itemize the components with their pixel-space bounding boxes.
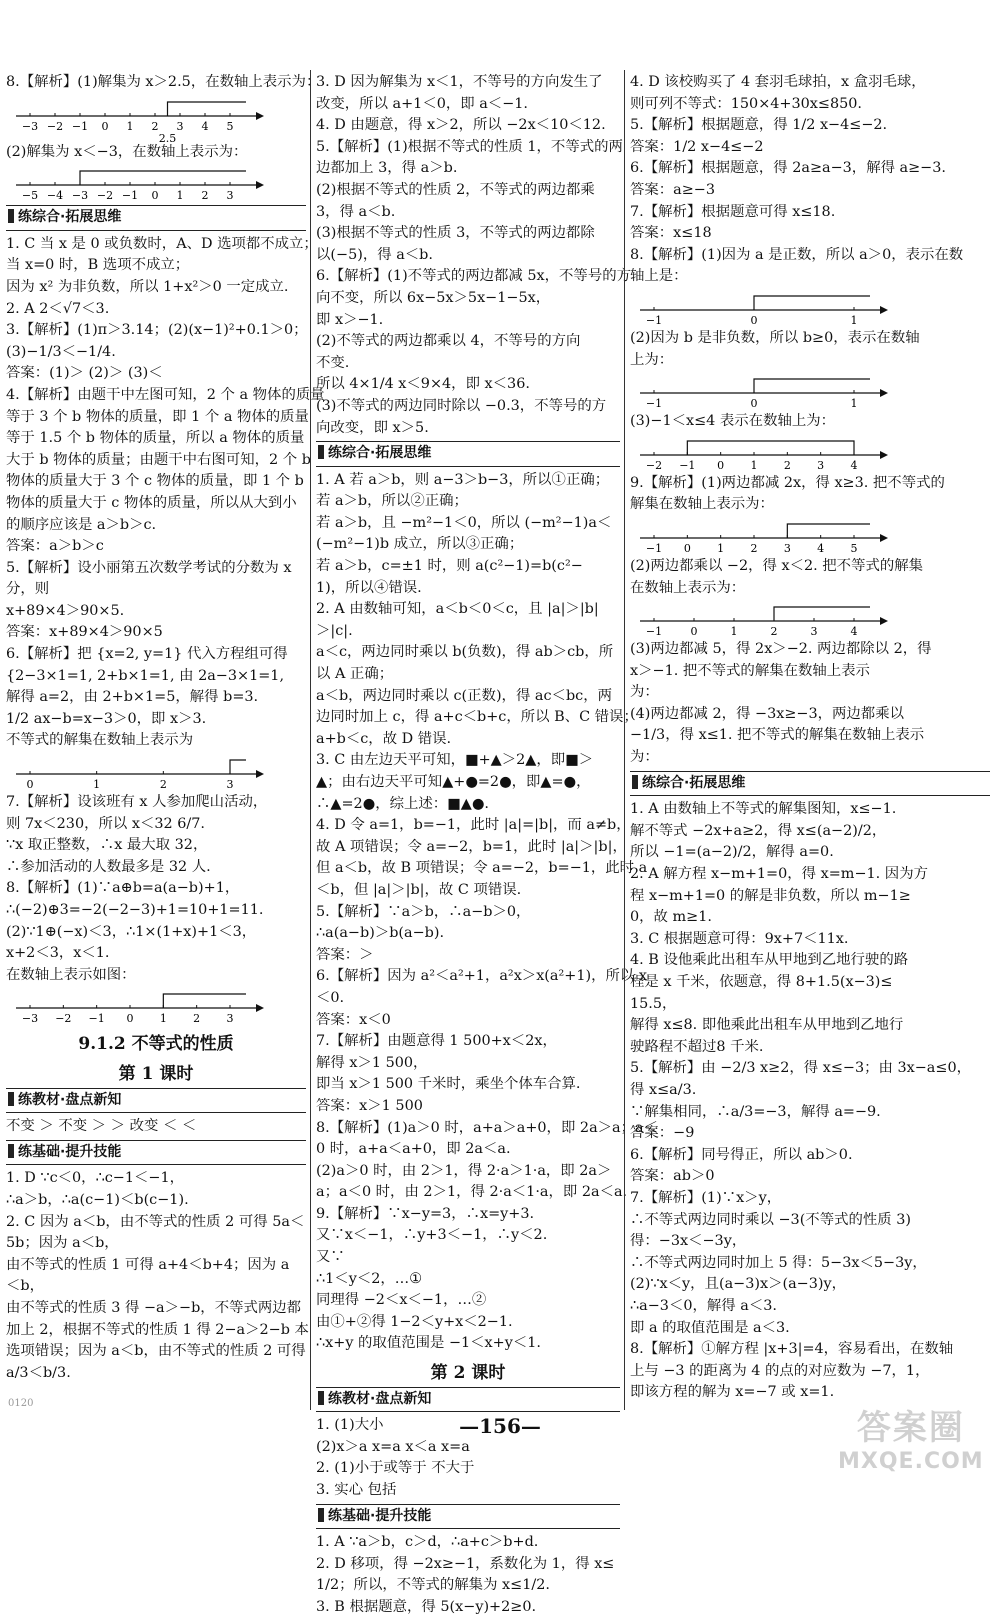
number-line-arrow — [880, 617, 888, 625]
answer-line: 1. A 若 a＞b，则 a−3＞b−3，所以①正确； — [316, 471, 610, 488]
answer-line: (−m²−1)b 成立，所以③正确； — [316, 536, 524, 553]
answer-line: 1. (1)大小 — [316, 1417, 384, 1434]
answer-line: 即当 x＞1 500 千米时，乘坐个体车合算. — [316, 1076, 581, 1093]
answer-line: 1/2；所以，不等式的解集为 x≤1/2. — [316, 1577, 550, 1594]
number-line-label: 2 — [193, 1012, 201, 1026]
number-line-label: 0 — [717, 458, 725, 472]
answer-line: ＜b，但 |a|＞|b|，故 C 项错误. — [316, 881, 522, 898]
answer-line: 6.【解析】根据题意，得 2a≥a−3，解得 a≥−3. — [630, 160, 946, 177]
answer-line: 3.【解析】(1)π＞3.14；(2)(x−1)²+0.1＞0； — [6, 322, 308, 339]
number-line — [6, 163, 306, 203]
answer-line: (4)两边都减 2，得 −3x≥−3，两边都乘以 — [630, 705, 904, 722]
answer-line: {2−3×1=1, 2+b×1=1, 由 2a−3×1=1, — [6, 667, 285, 684]
answer-line: ∴(−2)⊕3=−2(−2−3)+1=10+1=11. — [6, 902, 264, 918]
answer-line: 7.【解析】(1)∵x＞y， — [630, 1189, 782, 1206]
section-header: 练基础·提升技能 — [6, 1140, 306, 1166]
answer-line: 答案：ab＞0 — [630, 1168, 715, 1185]
answer-line: 6.【解析】同号得正，所以 ab＞0. — [630, 1146, 853, 1163]
answer-line: 5.【解析】(1)根据不等式的性质 1，不等式的两 — [316, 138, 623, 155]
number-line-label: 4 — [201, 119, 209, 133]
number-line-label: 3 — [783, 541, 791, 555]
answer-line: 8.【解析】①解方程 |x+3|=4，容易看出，在数轴 — [630, 1341, 954, 1358]
answer-line: 4. D 由题意，得 x＞2，所以 −2x＜10＜12. — [316, 117, 606, 134]
answer-line: 所以 4×1/4 x＜9×4，即 x＜36. — [316, 376, 530, 393]
answer-line: 3，得 a＜b. — [316, 203, 396, 220]
number-line-label: −1 — [88, 1012, 105, 1026]
answer-line: 由不等式的性质 1 可得 a+4＜b+4；因为 a — [6, 1256, 290, 1273]
number-line-label: 1 — [126, 119, 134, 133]
number-line-arrow — [256, 770, 264, 778]
answer-line: 7.【解析】由题意得 1 500+x＜2x， — [316, 1033, 557, 1050]
answer-line: x＞−1. 把不等式的解集在数轴上表示 — [630, 662, 870, 679]
answer-line: 又∵ — [316, 1249, 345, 1266]
number-line-label: 0 — [690, 625, 698, 639]
answer-line: 6.【解析】因为 a²＜a²+1，a²x＞x(a²+1)，所以 x — [316, 968, 647, 985]
number-line-label: 0 — [683, 541, 691, 555]
answer-line: 8.【解析】(1)因为 a 是正数，所以 a＞0，表示在数 — [630, 246, 964, 263]
answer-line: (2)因为 b 是非负数，所以 b≥0，表示在数轴 — [630, 329, 920, 346]
number-line-label: 4 — [850, 625, 858, 639]
number-line-label: −2 — [645, 458, 663, 472]
answer-line: a＜c，两边同时乘以 b(负数)，得 ab＞cb，所 — [316, 644, 614, 661]
section-header: 练基础·提升技能 — [316, 1504, 620, 1530]
answer-line: 3. B 根据题意，得 5(x−y)+2≥0. — [316, 1598, 537, 1615]
answer-line: 边都加上 3，得 a＞b. — [316, 160, 458, 177]
answer-line: 2. A 解方程 x−m+1=0，得 x=m−1. 因为方 — [630, 866, 928, 883]
number-line-arrow — [256, 181, 264, 189]
number-line-label: 3 — [226, 1012, 234, 1026]
section-header: 练教材·盘点新知 — [316, 1387, 620, 1413]
answer-line: (3)−1/3＜−1/4. — [6, 343, 116, 360]
answer-line: 4. D 令 a=1，b=−1，此时 |a|=|b|，而 a≠b， — [316, 817, 631, 834]
number-line-svg — [6, 752, 276, 792]
answer-line: 答案：＞ — [316, 946, 374, 963]
answer-line: 解得 x≤8. 即他乘此出租车从甲地到乙地行 — [630, 1017, 904, 1034]
answer-line: −1/3，得 x≤1. 把不等式的解集在数轴上表示 — [630, 727, 925, 744]
answer-line: 在数轴上表示为： — [630, 579, 746, 596]
number-line-label: 3 — [176, 119, 184, 133]
page-number: —156— — [459, 1414, 541, 1438]
answer-line: 8.【解析】(1)a＞0 时，a+a＞a+0，即 2a＞a；a＜ — [316, 1119, 658, 1136]
answer-line: 则可列不等式：150×4+30x≤850. — [630, 95, 863, 112]
number-line-label: −1 — [645, 541, 663, 555]
answer-line: 但 a＜b，故 B 项错误；令 a=−2，b=−1，此时 a — [316, 860, 648, 877]
number-line-label: 4 — [817, 541, 825, 555]
number-line-svg — [6, 94, 276, 145]
number-line — [630, 599, 990, 639]
answer-line: 2. (1)小于或等于 不大于 — [316, 1460, 475, 1477]
answer-line: 所以 −1=(a−2)/2，解得 a=0. — [630, 844, 834, 861]
answer-line: 的顺序应该是 a＞b＞c. — [6, 516, 157, 533]
answer-line: 向改变，即 x＞5. — [316, 419, 429, 436]
solution-bracket — [230, 760, 246, 774]
answer-line: 若 a＞b，c=±1 时，则 a(c²−1)=b(c²− — [316, 558, 583, 575]
answer-line: 9.【解析】∵x−y=3，∴x=y+3. — [316, 1205, 535, 1222]
number-line — [630, 371, 990, 411]
answer-line: 驶路程不超过8 千米. — [630, 1038, 764, 1055]
solution-bracket — [754, 296, 870, 310]
number-line-label: 1 — [730, 625, 738, 639]
answer-line: 等于 1.5 个 b 物体的质量，所以 a 物体的质量 — [6, 430, 305, 447]
number-line-label: 2 — [750, 541, 758, 555]
section-header: 练综合·拓展思维 — [630, 771, 990, 797]
answer-line: 3. D 因为解集为 x＜1，不等号的方向发生了 — [316, 74, 603, 90]
answer-line: 分，则 — [6, 581, 50, 598]
answer-line: 解得 x＞1 500， — [316, 1054, 428, 1071]
answer-line: 由不等式的性质 3 得 −a＞−b，不等式两边都 — [6, 1299, 302, 1316]
answer-line: 答案：x≤18 — [630, 225, 712, 242]
number-line-label: 0 — [750, 397, 758, 411]
answer-line: ∴a＞b，∴a(c−1)＜b(c−1). — [6, 1191, 189, 1208]
answer-line: (3)不等式的两边同时除以 −0.3，不等号的方 — [316, 397, 607, 414]
lesson-title: 第 2 课时 — [430, 1363, 506, 1384]
section-header: 练综合·拓展思维 — [6, 205, 306, 231]
number-line-label: −1 — [121, 189, 139, 203]
answer-line: ∴不等式两边同时加上 5 得：5−3x＜5−3y， — [630, 1254, 927, 1271]
answer-line: ∵x 取正整数，∴x 最大取 32， — [6, 837, 208, 854]
number-line-label: 5 — [850, 541, 858, 555]
answer-line: ＞|c|. — [316, 622, 353, 639]
number-line-label: 0 — [26, 778, 34, 792]
answer-line: 物体的质量大于 c 物体的质量，所以从大到小 — [6, 494, 297, 511]
answer-line: (2)∵x＜y，且(a−3)x＞(a−3)y， — [630, 1276, 847, 1293]
number-line-arrow — [256, 112, 264, 120]
answer-line: 以 A 正确； — [316, 666, 394, 683]
answer-line: 程 x−m+1=0 的解是非负数，所以 m−1≥ — [630, 887, 911, 904]
answer-line: 等于 3 个 b 物体的质量，即 1 个 a 物体的质量 — [6, 408, 309, 425]
answer-line: 不等式的解集在数轴上表示为 — [6, 732, 194, 749]
column-right — [630, 72, 990, 1404]
number-line-arrow — [256, 1004, 264, 1012]
number-line-label: 1 — [750, 458, 758, 472]
answer-line: (2)两边都乘以 −2，得 x＜2. 把不等式的解集 — [630, 557, 924, 574]
answer-line: 0，故 m≥1. — [630, 909, 712, 926]
answer-line: ∴▲=2●，综上述：■▲●. — [316, 795, 489, 812]
answer-line: 15.5， — [630, 995, 677, 1012]
number-line-label: 0 — [126, 1012, 134, 1026]
solution-bracket — [787, 524, 870, 538]
number-line — [6, 94, 306, 145]
answer-line: 在数轴上表示如图： — [6, 966, 136, 983]
answer-line: 7.【解析】设该班有 x 人参加爬山活动， — [6, 794, 268, 811]
answer-line: 答案：(1)＞ (2)＞ (3)＜ — [6, 365, 163, 382]
answer-line: 4.【解析】由题干中左图可知，2 个 a 物体的质量 — [6, 386, 325, 403]
number-line-label: 0 — [101, 119, 109, 133]
section-header: 练综合·拓展思维 — [316, 441, 620, 467]
answer-line: 同理得 −2＜x＜−1，…② — [316, 1292, 487, 1309]
answer-line: (2)不等式的两边都乘以 4，不等号的方向 — [316, 333, 581, 350]
answer-line: (2)解集为 x＜−3，在数轴上表示为： — [6, 143, 248, 160]
number-line-label: 5 — [226, 119, 234, 133]
answer-line: 答案：a≥−3 — [630, 181, 716, 198]
answer-line: 6.【解析】(1)不等式的两边都减 5x，不等号的方 — [316, 268, 631, 285]
answer-line: (3)两边都减 5，得 2x＞−2. 两边都除以 2，得 — [630, 641, 932, 658]
answer-line: 答案：−9 — [630, 1125, 695, 1142]
watermark-line1: 答案圈 — [856, 1408, 965, 1448]
column-divider — [310, 70, 311, 1410]
answer-line: 0 时，a+a＜a+0，即 2a＜a. — [316, 1141, 511, 1158]
answer-line: (3)−1＜x≤4 表示在数轴上为： — [630, 413, 836, 430]
answer-line: 5.【解析】由 −2/3 x≥2，得 x≤−3；由 3x−a≤0， — [630, 1060, 971, 1077]
number-line-label: −1 — [71, 119, 89, 133]
answer-line: 为： — [630, 684, 659, 701]
section-header: 练教材·盘点新知 — [6, 1088, 306, 1114]
answer-line: 若 a＞b，所以②正确； — [316, 493, 468, 510]
number-line-label: 0 — [151, 189, 159, 203]
number-line — [630, 433, 990, 473]
answer-line: 若 a＞b，且 −m²−1＜0，所以 (−m²−1)a＜ — [316, 514, 612, 531]
number-line-label: 3 — [226, 778, 234, 792]
answer-line: 由①+②得 1−2＜y+x＜2−1. — [316, 1313, 513, 1330]
number-line-label: −2 — [55, 1012, 72, 1026]
answer-line: 不变. — [316, 354, 350, 371]
number-line-label: 2 — [770, 625, 778, 639]
solution-bracket — [168, 102, 247, 116]
solution-bracket — [687, 441, 854, 455]
answer-line: 5.【解析】设小丽第五次数学考试的分数为 x — [6, 559, 292, 576]
answer-line: 即该方程的解为 x=−7 或 x=1. — [630, 1384, 835, 1401]
number-line-label: −1 — [645, 625, 663, 639]
number-line-label: −1 — [645, 397, 663, 411]
number-line-label: 3 — [817, 458, 825, 472]
answer-line: 得 x≤a/3. — [630, 1081, 697, 1098]
answer-line: 4. D 该校购买了 4 套羽毛球拍，x 盒羽毛球， — [630, 74, 926, 90]
watermark-line2: MXQE.COM — [838, 1449, 984, 1474]
answer-line: 程是 x 千米，依题意，得 8+1.5(x−3)≤ — [630, 974, 893, 990]
answer-line: 答案：x＞1 500 — [316, 1097, 423, 1114]
number-line-label: 1 — [93, 778, 101, 792]
number-line-label: 0 — [750, 313, 758, 327]
number-line-svg — [630, 288, 900, 328]
answer-line: 3. C 根据题意可得：9x+7＜11x. — [630, 930, 849, 947]
number-line — [6, 986, 306, 1026]
answer-line: (3)根据不等式的性质 3，不等式的两边都除 — [316, 225, 595, 242]
answer-line: ＜0. — [316, 989, 345, 1006]
answer-line: 答案：1/2 x−4≤−2 — [630, 138, 764, 155]
number-line-arrow — [880, 306, 888, 314]
watermark-logo — [838, 1400, 984, 1474]
number-line-label: −2 — [46, 119, 64, 133]
answer-line: 6.【解析】把 {x=2, y=1} 代入方程组可得 — [6, 646, 288, 663]
number-line — [6, 752, 306, 792]
lesson-title: 9.1.2 不等式的性质 — [78, 1034, 234, 1055]
number-line-label: −1 — [645, 313, 663, 327]
answer-line: 1. D ∵c＜0，∴c−1＜−1， — [6, 1170, 184, 1187]
number-line-arrow — [880, 389, 888, 397]
number-line-label: −5 — [21, 189, 39, 203]
answer-line: 解不等式 −2x+a≥2，得 x≤(a−2)/2， — [630, 822, 887, 839]
answer-line: ∴a−3＜0，解得 a＜3. — [630, 1297, 777, 1314]
answer-line: 8.【解析】(1)解集为 x＞2.5，在数轴上表示为： — [6, 74, 321, 90]
answer-line: 答案：x＜0 — [316, 1011, 391, 1028]
answer-line: ∴参加活动的人数最多是 32 人. — [6, 858, 211, 875]
answer-line: 1. A ∵a＞b，c＞d，∴a+c＞b+d. — [316, 1534, 539, 1551]
lesson-title: 第 1 课时 — [118, 1063, 194, 1084]
number-line — [630, 516, 990, 556]
number-line-label: 1 — [159, 1012, 167, 1026]
answer-line: 2. A 由数轴可知，a＜b＜0＜c，且 |a|＞|b| — [316, 601, 599, 618]
answer-line: 故 A 项错误；令 a=−2，b=1，此时 |a|＞|b|， — [316, 838, 627, 855]
answer-line: 5.【解析】∵a＞b，∴a−b＞0， — [316, 903, 531, 920]
answer-line: 选项错误；因为 a＜b，由不等式的性质 2 可得 — [6, 1343, 306, 1360]
answer-line: 不变 ＞ 不变 ＞ ＞ 改变 ＜ ＜ — [6, 1118, 197, 1135]
answer-line: 2. C 因为 a＜b，由不等式的性质 2 可得 5a＜ — [6, 1213, 305, 1230]
number-line-label: 3 — [810, 625, 818, 639]
number-line-label: 4 — [850, 458, 858, 472]
answer-line: 以(−5)，得 a＜b. — [316, 246, 433, 263]
number-line-label: 2 — [201, 189, 209, 203]
answer-line: (2)a＞0 时，由 2＞1，得 2·a＞1·a，即 2a＞ — [316, 1162, 612, 1179]
number-line-label: −3 — [71, 189, 89, 203]
answer-line: 5b；因为 a＜b， — [6, 1235, 119, 1252]
answer-line: ∴x+y 的取值范围是 −1＜x+y＜1. — [316, 1335, 541, 1352]
number-line-svg — [6, 163, 276, 203]
answer-line: a+b＜c，故 D 错误. — [316, 730, 452, 747]
number-line-label: 3 — [226, 189, 234, 203]
number-line-label: −4 — [46, 189, 64, 203]
number-line-mark-label: 2.5 — [158, 131, 177, 145]
column-divider — [624, 70, 625, 1410]
answer-line: (2)根据不等式的性质 2，不等式的两边都乘 — [316, 181, 595, 198]
answer-line: a/3＜b/3. — [6, 1364, 71, 1381]
answer-line: 即 x＞−1. — [316, 311, 384, 328]
answer-line: 解集在数轴上表示为： — [630, 496, 774, 513]
answer-line: 1)，所以④错误. — [316, 579, 422, 596]
answer-line: 9.【解析】(1)两边都减 2x，得 x≥3. 把不等式的 — [630, 474, 945, 491]
column-left — [6, 72, 325, 1384]
answer-line: 向不变，所以 6x−5x＞5x−1−5x， — [316, 289, 551, 306]
solution-bracket — [774, 607, 870, 621]
answer-line: 加上 2，根据不等式的性质 1 得 2−a＞2−b 本 — [6, 1321, 309, 1338]
answer-line: 为： — [630, 749, 659, 766]
answer-line: (2)x＞a x=a x＜a x=a — [316, 1438, 470, 1455]
number-line-arrow — [880, 451, 888, 459]
answer-line: ∴不等式两边同时乘以 −3(不等式的性质 3) — [630, 1211, 911, 1228]
answer-line: 大于 b 物体的质量；由题干中右图可知，2 个 b — [6, 451, 311, 468]
answer-line: (2)∵1⊕(−x)＜3，∴1×(1+x)+1＜3， — [6, 923, 257, 940]
number-line-label: 2 — [151, 119, 159, 133]
number-line-label: 1 — [717, 541, 725, 555]
solution-bracket — [754, 379, 870, 393]
answer-line: 1. C 当 x 是 0 或负数时，A、D 选项都不成立； — [6, 235, 318, 252]
number-line-svg — [6, 986, 276, 1026]
number-line-label: 1 — [850, 397, 858, 411]
answer-line: ＜b， — [6, 1278, 44, 1295]
answer-line: 改变，所以 a+1＜0，即 a＜−1. — [316, 95, 528, 112]
number-line-svg — [630, 599, 900, 639]
answer-line: ▲；由右边天平可知▲+●=2●，即▲=●， — [316, 774, 591, 790]
answer-line: 上为： — [630, 351, 674, 368]
number-line-label: 2 — [783, 458, 791, 472]
number-line-label: −2 — [96, 189, 114, 203]
number-line — [630, 288, 990, 328]
number-line-label: −3 — [21, 119, 39, 133]
number-line-label: −3 — [21, 1012, 39, 1026]
answer-line: 轴上是： — [630, 268, 688, 285]
answer-line: 3. 实心 包括 — [316, 1482, 397, 1498]
answer-line: 因为 x² 为非负数，所以 1+x²＞0 一定成立. — [6, 278, 289, 295]
answer-line: 又∵x＜−1，∴y+3＜−1，∴y＜2. — [316, 1227, 548, 1244]
answer-line: x+89×4＞90×5. — [6, 602, 125, 619]
number-line-arrow — [880, 534, 888, 542]
answer-line: a＜b，两边同时乘以 c(正数)，得 ac＜bc，两 — [316, 687, 612, 704]
answer-line: a；a＜0 时，由 2＞1，得 2·a＜1·a，即 2a＜a. — [316, 1184, 628, 1201]
answer-line: ∴1＜y＜2，…① — [316, 1270, 423, 1287]
answer-line: 7.【解析】根据题意可得 x≤18. — [630, 203, 836, 220]
answer-line: 则 7x＜230，所以 x＜32 6/7. — [6, 815, 205, 832]
number-line-label: 2 — [159, 778, 167, 792]
number-line-label: 1 — [850, 313, 858, 327]
answer-line: 3. C 由左边天平可知，■+▲＞2▲，即■＞ — [316, 752, 594, 769]
number-line-label: −1 — [679, 458, 696, 472]
answer-line: 2. A 2＜√7＜3. — [6, 300, 110, 317]
answer-line: x+2＜3，x＜1. — [6, 945, 110, 962]
page-stamp: 0120 — [8, 1398, 34, 1409]
solution-bracket — [163, 994, 246, 1008]
answer-line: 答案：a＞b＞c — [6, 538, 104, 555]
answer-line: 边同时加上 c，得 a+c＜b+c，所以 B、C 错误； — [316, 709, 638, 726]
answer-line: 2. D 移项，得 −2x≥−1，系数化为 1，得 x≤ — [316, 1555, 615, 1572]
number-line-svg — [630, 371, 900, 411]
answer-line: 1/2 ax−b=x−3＞0，即 x＞3. — [6, 710, 207, 727]
answer-line: 答案：x+89×4＞90×5 — [6, 624, 163, 641]
answer-line: 物体的质量大于 3 个 c 物体的质量，即 1 个 b — [6, 473, 304, 490]
answer-line: 即 a 的取值范围是 a＜3. — [630, 1319, 790, 1336]
answer-line: ∴a(a−b)＞b(a−b). — [316, 925, 445, 942]
answer-line: 得：−3x＜−3y， — [630, 1233, 747, 1250]
answer-line: 1. A 由数轴上不等式的解集图知，x≤−1. — [630, 801, 897, 818]
answer-line: 4. B 设他乘此出租车从甲地到乙地行驶的路 — [630, 952, 909, 969]
answer-line: 8.【解析】(1)∵a⊕b=a(a−b)+1， — [6, 880, 240, 897]
answer-line: ∵解集相同，∴a/3=−3，解得 a=−9. — [630, 1103, 881, 1120]
answer-line: 5.【解析】根据题意，得 1/2 x−4≤−2. — [630, 117, 888, 134]
answer-line: 上与 −3 的距离为 4 的点的对应数为 −7，1， — [630, 1362, 930, 1379]
number-line-svg — [630, 433, 900, 473]
answer-line: 当 x=0 时，B 选项不成立； — [6, 257, 190, 274]
number-line-svg — [630, 516, 900, 556]
number-line-label: 1 — [176, 189, 184, 203]
answer-line: 解得 a=2，由 2+b×1=5，解得 b=3. — [6, 689, 259, 706]
